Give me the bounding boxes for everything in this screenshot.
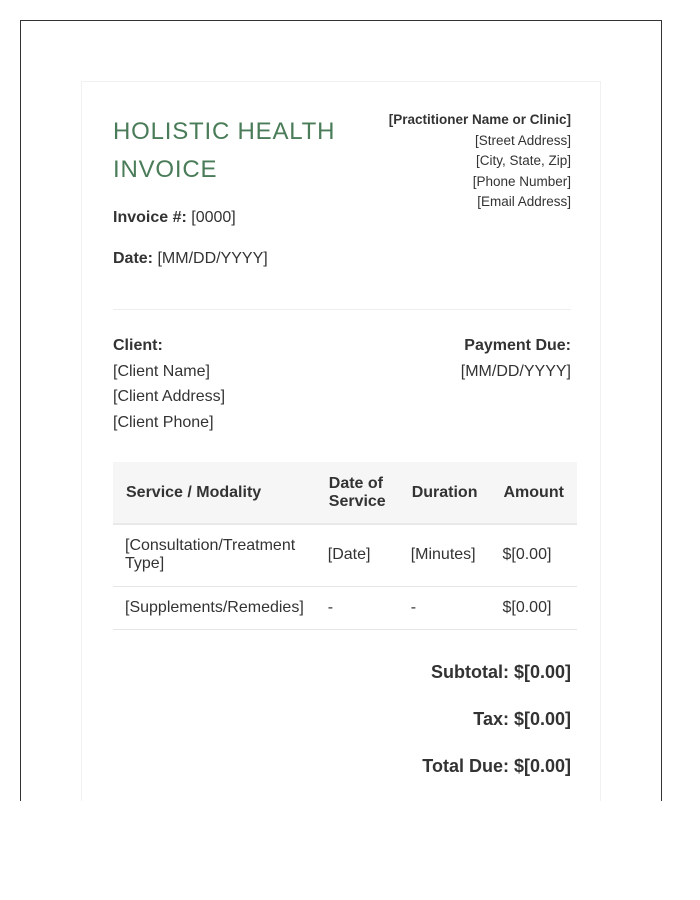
cell-date: [Date] [316, 524, 399, 586]
payment-due-info [371, 333, 571, 384]
invoice-number [113, 208, 236, 228]
practitioner-email: [Email Address] [477, 194, 571, 210]
table-header-row [113, 462, 577, 524]
tax: Tax: $[0.00] [473, 709, 571, 729]
cell-service: [Supplements/Remedies] [113, 586, 316, 629]
client-info [113, 333, 363, 435]
header-date-of-service: Date of Service [316, 462, 399, 524]
invoice-number-value: [0000] [191, 209, 236, 226]
client-address: [Client Address] [113, 388, 226, 406]
cell-duration: [Minutes] [399, 524, 491, 586]
section-divider [113, 309, 571, 310]
cell-amount: $[0.00] [490, 524, 576, 586]
client-label: Client: [113, 337, 163, 354]
practitioner-street: [Street Address] [474, 132, 571, 148]
invoice-date [113, 249, 268, 269]
invoice-title: HOLISTIC HEALTH INVOICE [113, 118, 336, 183]
services-table [113, 462, 577, 630]
payment-due-date: [MM/DD/YYYY] [460, 362, 571, 380]
practitioner-phone: [Phone Number] [472, 173, 571, 189]
cell-duration: - [399, 586, 491, 629]
table-row [113, 586, 577, 629]
table-row [113, 524, 577, 586]
header-amount: Amount [490, 462, 576, 524]
header-service: Service / Modality [113, 462, 316, 524]
payment-due-label: Payment Due: [464, 337, 571, 354]
practitioner-name: [Practitioner Name or Clinic] [388, 112, 571, 127]
cell-date: - [316, 586, 399, 629]
practitioner-info [381, 110, 571, 213]
invoice-date-label: Date: [113, 250, 154, 267]
totals-section [271, 660, 571, 801]
invoice-number-label: Invoice #: [113, 209, 187, 226]
total-due: Total Due: $[0.00] [422, 756, 571, 776]
invoice-document [81, 81, 601, 801]
invoice-date-value: [MM/DD/YYYY] [157, 250, 268, 267]
header-duration: Duration [399, 462, 491, 524]
subtotal: Subtotal: $[0.00] [430, 662, 571, 682]
cell-service: [Consultation/Treatment Type] [113, 524, 316, 586]
client-phone: [Client Phone] [113, 413, 214, 431]
practitioner-city-state-zip: [City, State, Zip] [475, 153, 571, 169]
client-name: [Client Name] [113, 362, 210, 380]
cell-amount: $[0.00] [490, 586, 576, 629]
